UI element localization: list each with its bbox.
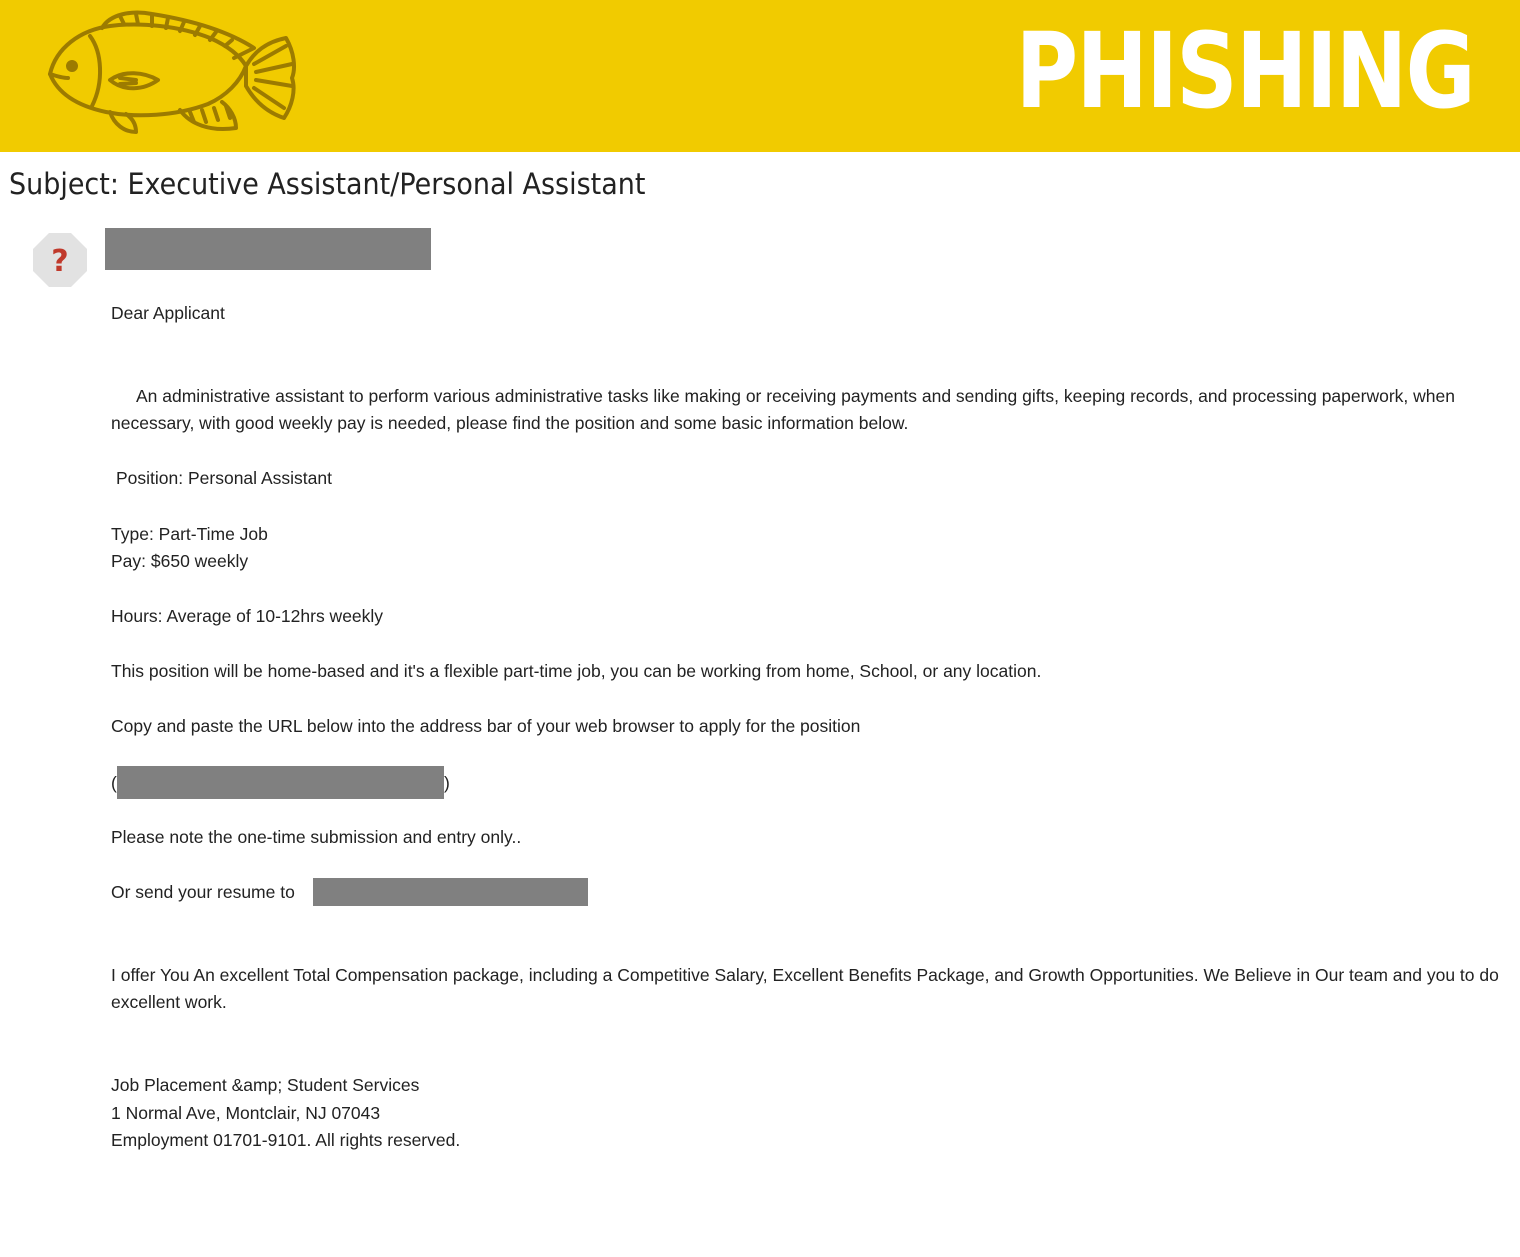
resume-prefix-text: Or send your resume to (111, 882, 295, 902)
url-close-paren: ) (444, 773, 450, 793)
position-text: Position: Personal Assistant (116, 468, 332, 488)
svg-text:?: ? (51, 244, 69, 279)
greeting-text: Dear Applicant (111, 303, 225, 323)
redacted-sender (105, 228, 431, 270)
signature-line: Job Placement &amp; Student Services (111, 1075, 420, 1095)
apply-instruction-text: Copy and paste the URL below into the address bar of your web browser to apply for the position (111, 716, 861, 736)
question-mark-icon (33, 233, 87, 287)
signature-line: Employment 01701-9101. All rights reserved. (111, 1130, 461, 1150)
signature-line: 1 Normal Ave, Montclair, NJ 07043 (111, 1103, 381, 1123)
redacted-url (117, 766, 444, 799)
email-subject: Subject: Executive Assistant/Personal Assistant (9, 167, 646, 201)
intro-paragraph: An administrative assistant to perform various administrative tasks like making or receiving payments and sending gifts, keeping records, and processing paperwork, when necessary, with good weekly pay is needed, please find the position and some basic information below. (111, 386, 1455, 433)
redacted-email (313, 878, 588, 906)
type-text: Type: Part-Time Job (111, 524, 268, 544)
url-open-paren: ( (111, 773, 117, 793)
offer-paragraph: I offer You An excellent Total Compensation package, including a Competitive Salary, Excellent Benefits Package, and Growth Opportunities. We Believe in Our team and you to do excellent work. (111, 965, 1499, 1012)
note-text: Please note the one-time submission and entry only.. (111, 827, 522, 847)
fish-icon (40, 8, 302, 140)
location-note-text: This position will be home-based and it's a flexible part-time job, you can be working from home, School, or any location. (111, 661, 1042, 681)
phishing-label: PHISHING (1015, 10, 1474, 132)
pay-text: Pay: $650 weekly (111, 551, 249, 571)
hours-text: Hours: Average of 10-12hrs weekly (111, 606, 384, 626)
phishing-banner (0, 0, 1520, 152)
